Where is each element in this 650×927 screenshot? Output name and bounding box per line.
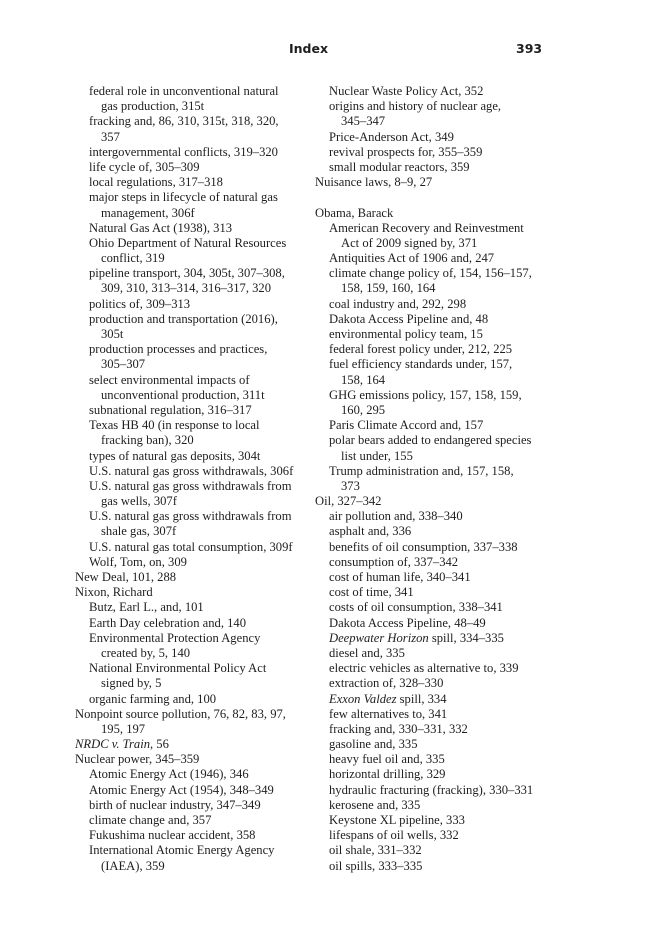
index-subentry: Ohio Department of Natural Resources — [89, 235, 287, 250]
index-subentry: Butz, Earl L., and, 101 — [89, 600, 204, 615]
index-subentry: Paris Climate Accord and, 157 — [329, 418, 484, 433]
page-number: 393 — [516, 41, 543, 56]
index-gap — [315, 190, 565, 205]
index-subentry: federal forest policy under, 212, 225 — [329, 342, 513, 357]
index-subentry: few alternatives to, 341 — [329, 706, 448, 721]
running-head — [0, 41, 650, 59]
index-subentry: hydraulic fracturing (fracking), 330–331 — [329, 782, 534, 797]
index-subentry: diesel and, 335 — [329, 645, 405, 660]
index-subentry: production and transportation (2016), — [89, 311, 278, 326]
index-subentry: GHG emissions policy, 157, 158, 159, — [329, 387, 522, 402]
index-subentry: major steps in lifecycle of natural gas — [89, 190, 278, 205]
index-subentry: birth of nuclear industry, 347–349 — [89, 797, 261, 812]
index-continuation: management, 306f — [101, 205, 195, 220]
index-subentry: climate change and, 357 — [89, 813, 212, 827]
index-subentry: heavy fuel oil and, 335 — [329, 752, 445, 767]
index-subentry: Antiquities Act of 1906 and, 247 — [329, 251, 495, 266]
index-subentry: politics of, 309–313 — [89, 296, 191, 311]
index-subentry: benefits of oil consumption, 337–338 — [329, 539, 518, 554]
index-subentry: fracking and, 86, 310, 315t, 318, 320, — [89, 114, 279, 129]
index-column-left — [75, 84, 315, 874]
index-subentry: Fukushima nuclear accident, 358 — [89, 828, 256, 843]
index-subentry: federal role in unconventional natural — [89, 84, 279, 98]
index-subentry: coal industry and, 292, 298 — [329, 296, 467, 311]
index-subentry: National Environmental Policy Act — [89, 661, 267, 676]
index-subentry: kerosene and, 335 — [329, 797, 421, 812]
index-subentry: local regulations, 317–318 — [89, 175, 223, 190]
index-continuation: 158, 159, 160, 164 — [341, 281, 436, 296]
index-subentry: Price-Anderson Act, 349 — [329, 129, 454, 144]
index-subentry: revival prospects for, 355–359 — [329, 144, 483, 159]
index-heading: Nonpoint source pollution, 76, 82, 83, 97, — [75, 706, 286, 721]
index-subentry: subnational regulation, 316–317 — [89, 402, 252, 417]
index-continuation: Act of 2009 signed by, 371 — [341, 235, 478, 250]
index-column-right — [315, 84, 565, 874]
index-subentry: air pollution and, 338–340 — [329, 509, 463, 524]
index-subentry: costs of oil consumption, 338–341 — [329, 600, 503, 615]
index-continuation: gas wells, 307f — [101, 494, 177, 509]
index-heading: NRDC v. Train, 56 — [75, 737, 169, 752]
index-subentry: small modular reactors, 359 — [329, 159, 470, 174]
index-subentry: Atomic Energy Act (1946), 346 — [89, 767, 249, 782]
index-heading: Oil, 327–342 — [315, 494, 382, 509]
index-subentry: horizontal drilling, 329 — [329, 767, 446, 782]
index-subentry: Trump administration and, 157, 158, — [329, 463, 514, 478]
index-subentry: origins and history of nuclear age, — [329, 99, 502, 114]
index-subentry: pipeline transport, 304, 305t, 307–308, — [89, 266, 285, 281]
index-subentry: fracking and, 330–331, 332 — [329, 721, 468, 736]
index-subentry: organic farming and, 100 — [89, 691, 217, 706]
index-subentry: U.S. natural gas gross withdrawals, 306f — [89, 463, 294, 478]
index-subentry: production processes and practices, — [89, 342, 268, 357]
index-subentry: types of natural gas deposits, 304t — [89, 448, 261, 463]
index-subentry: gasoline and, 335 — [329, 737, 418, 752]
index-subentry: extraction of, 328–330 — [329, 676, 444, 691]
index-continuation: 373 — [341, 478, 360, 493]
index-continuation: 305t — [101, 327, 124, 341]
index-subentry: climate change policy of, 154, 156–157, — [329, 266, 532, 281]
index-continuation: shale gas, 307f — [101, 524, 177, 539]
index-subentry: select environmental impacts of — [89, 372, 250, 387]
index-subentry: lifespans of oil wells, 332 — [329, 828, 459, 843]
index-continuation: 195, 197 — [101, 721, 146, 736]
index-continuation: fracking ban), 320 — [101, 433, 194, 448]
index-subentry: Natural Gas Act (1938), 313 — [89, 220, 233, 235]
index-subentry: environmental policy team, 15 — [329, 327, 483, 341]
index-continuation: 158, 164 — [341, 372, 386, 387]
index-heading: Nuisance laws, 8–9, 27 — [315, 175, 433, 190]
index-subentry: polar bears added to endangered species — [329, 433, 532, 448]
index-subentry: Dakota Access Pipeline, 48–49 — [329, 615, 486, 630]
index-subentry: intergovernmental conflicts, 319–320 — [89, 144, 278, 159]
index-subentry: cost of human life, 340–341 — [329, 570, 471, 584]
index-subentry: Texas HB 40 (in response to local — [89, 418, 260, 433]
index-subentry: Dakota Access Pipeline and, 48 — [329, 311, 489, 326]
index-subentry: cost of time, 341 — [329, 585, 414, 600]
index-subentry: electric vehicles as alternative to, 339 — [329, 661, 519, 676]
index-subentry: oil shale, 331–332 — [329, 843, 422, 858]
index-continuation: list under, 155 — [341, 448, 413, 463]
index-continuation: 345–347 — [341, 114, 386, 129]
index-continuation: gas production, 315t — [101, 99, 205, 114]
index-subentry: Environmental Protection Agency — [89, 630, 261, 645]
index-continuation: conflict, 319 — [101, 251, 165, 266]
index-subentry: life cycle of, 305–309 — [89, 159, 200, 174]
index-subentry: U.S. natural gas gross withdrawals from — [89, 509, 292, 524]
index-heading: Nuclear power, 345–359 — [75, 752, 200, 767]
index-subentry: consumption of, 337–342 — [329, 554, 459, 569]
index-subentry: International Atomic Energy Agency — [89, 843, 275, 858]
index-continuation: 357 — [101, 129, 120, 144]
index-heading: New Deal, 101, 288 — [75, 570, 177, 584]
index-continuation: 309, 310, 313–314, 316–317, 320 — [101, 281, 272, 296]
index-continuation: 305–307 — [101, 357, 146, 372]
index-subentry: Exxon Valdez spill, 334 — [329, 691, 447, 706]
index-heading: Nixon, Richard — [75, 585, 153, 600]
index-italic-title: Deepwater Horizon — [329, 630, 429, 645]
index-continuation: unconventional production, 311t — [101, 387, 265, 402]
index-italic-title: Exxon Valdez — [329, 691, 397, 706]
index-subentry: Wolf, Tom, on, 309 — [89, 554, 187, 569]
index-subentry: U.S. natural gas gross withdrawals from — [89, 478, 292, 493]
index-continuation: 160, 295 — [341, 402, 386, 417]
index-subentry: Earth Day celebration and, 140 — [89, 615, 247, 630]
index-continuation: signed by, 5 — [101, 676, 162, 691]
index-subentry: asphalt and, 336 — [329, 524, 412, 539]
index-continuation: created by, 5, 140 — [101, 645, 191, 660]
index-subentry: Atomic Energy Act (1954), 348–349 — [89, 782, 274, 797]
index-subentry: Deepwater Horizon spill, 334–335 — [329, 630, 504, 645]
index-subentry: Keystone XL pipeline, 333 — [329, 813, 465, 827]
index-heading: Obama, Barack — [315, 205, 394, 220]
index-subentry: U.S. natural gas total consumption, 309f — [89, 539, 293, 554]
index-subentry: oil spills, 333–335 — [329, 858, 423, 873]
index-subentry: American Recovery and Reinvestment — [329, 220, 524, 235]
index-subentry: Nuclear Waste Policy Act, 352 — [329, 84, 484, 98]
page-title: Index — [289, 41, 329, 56]
index-subentry: fuel efficiency standards under, 157, — [329, 357, 513, 372]
index-continuation: (IAEA), 359 — [101, 858, 165, 873]
index-italic-title: NRDC v. Train — [75, 737, 150, 752]
